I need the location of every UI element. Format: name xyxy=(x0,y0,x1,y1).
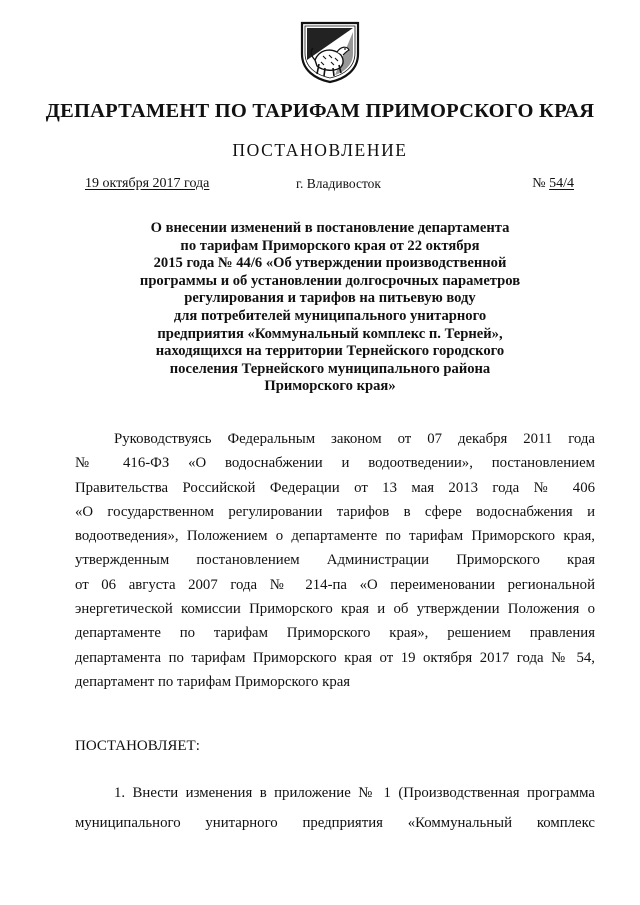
document-type: ПОСТАНОВЛЕНИЕ xyxy=(232,140,408,160)
title-line: О внесении изменений в постановление департамента xyxy=(150,220,510,236)
body-line: департамент по тарифам Приморского края xyxy=(75,673,351,690)
resolves-heading: ПОСТАНОВЛЯЕТ: xyxy=(75,738,200,754)
preamble-paragraph xyxy=(75,427,595,694)
document-city: г. Владивосток xyxy=(296,176,381,191)
body-line: энергетической комиссии Приморского края и об утверждении Положения о xyxy=(75,601,595,618)
body-line: департаменте по тарифам Приморского края», решением правления xyxy=(75,625,595,642)
title-line: Приморского края» xyxy=(264,378,396,395)
title-line: программы и об установлении долгосрочных параметров xyxy=(139,272,521,289)
body-line: № 416-ФЗ «О водоснабжении и водоотведении», постановлением xyxy=(75,455,595,472)
body-line: от 06 августа 2007 года № 214-па «О переименовании региональной xyxy=(75,576,595,593)
document-number xyxy=(532,176,574,192)
body-line: департамента по тарифам Приморского края от 19 октября 2017 года № 54, xyxy=(75,649,595,666)
title-line: 2015 года № 44/6 «Об утверждении производственной xyxy=(153,255,507,272)
title-line: по тарифам Приморского края от 22 октября xyxy=(180,237,480,254)
title-line: для потребителей муниципального унитарного xyxy=(173,307,487,324)
body-line: утвержденным постановлением Администрации Приморского края xyxy=(75,552,595,569)
body-line: Правительства Российской Федерации от 13 мая 2013 года № 406 xyxy=(75,479,595,496)
body-line: Руководствуясь Федеральным законом от 07 декабря 2011 года xyxy=(114,431,595,447)
body-line: «О государственном регулировании тарифов в сфере водоснабжения и xyxy=(75,503,595,520)
body-line: водоотведения», Положением о департаменте по тарифам Приморского края, xyxy=(75,528,595,545)
title-line: находящихся на территории Тернейского городского xyxy=(155,343,505,360)
coat-of-arms-icon xyxy=(299,20,361,84)
department-name: ДЕПАРТАМЕНТ ПО ТАРИФАМ ПРИМОРСКОГО КРАЯ xyxy=(45,100,595,122)
item-line: 1. Внести изменения в приложение № 1 (Производственная программа xyxy=(114,785,595,801)
title-line: поселения Тернейского муниципального района xyxy=(169,360,491,377)
item-line: муниципального унитарного предприятия «Коммунальный комплекс xyxy=(75,815,595,831)
item-1-paragraph xyxy=(75,778,595,838)
number-value: 54/4 xyxy=(549,176,574,191)
document-date: 19 октября 2017 года xyxy=(85,176,210,191)
title-line: предприятия «Коммунальный комплекс п. Терней», xyxy=(157,325,503,342)
number-prefix: № xyxy=(532,176,546,191)
document-title xyxy=(120,220,540,396)
title-line: регулирования и тарифов на питьевую воду xyxy=(184,290,476,307)
